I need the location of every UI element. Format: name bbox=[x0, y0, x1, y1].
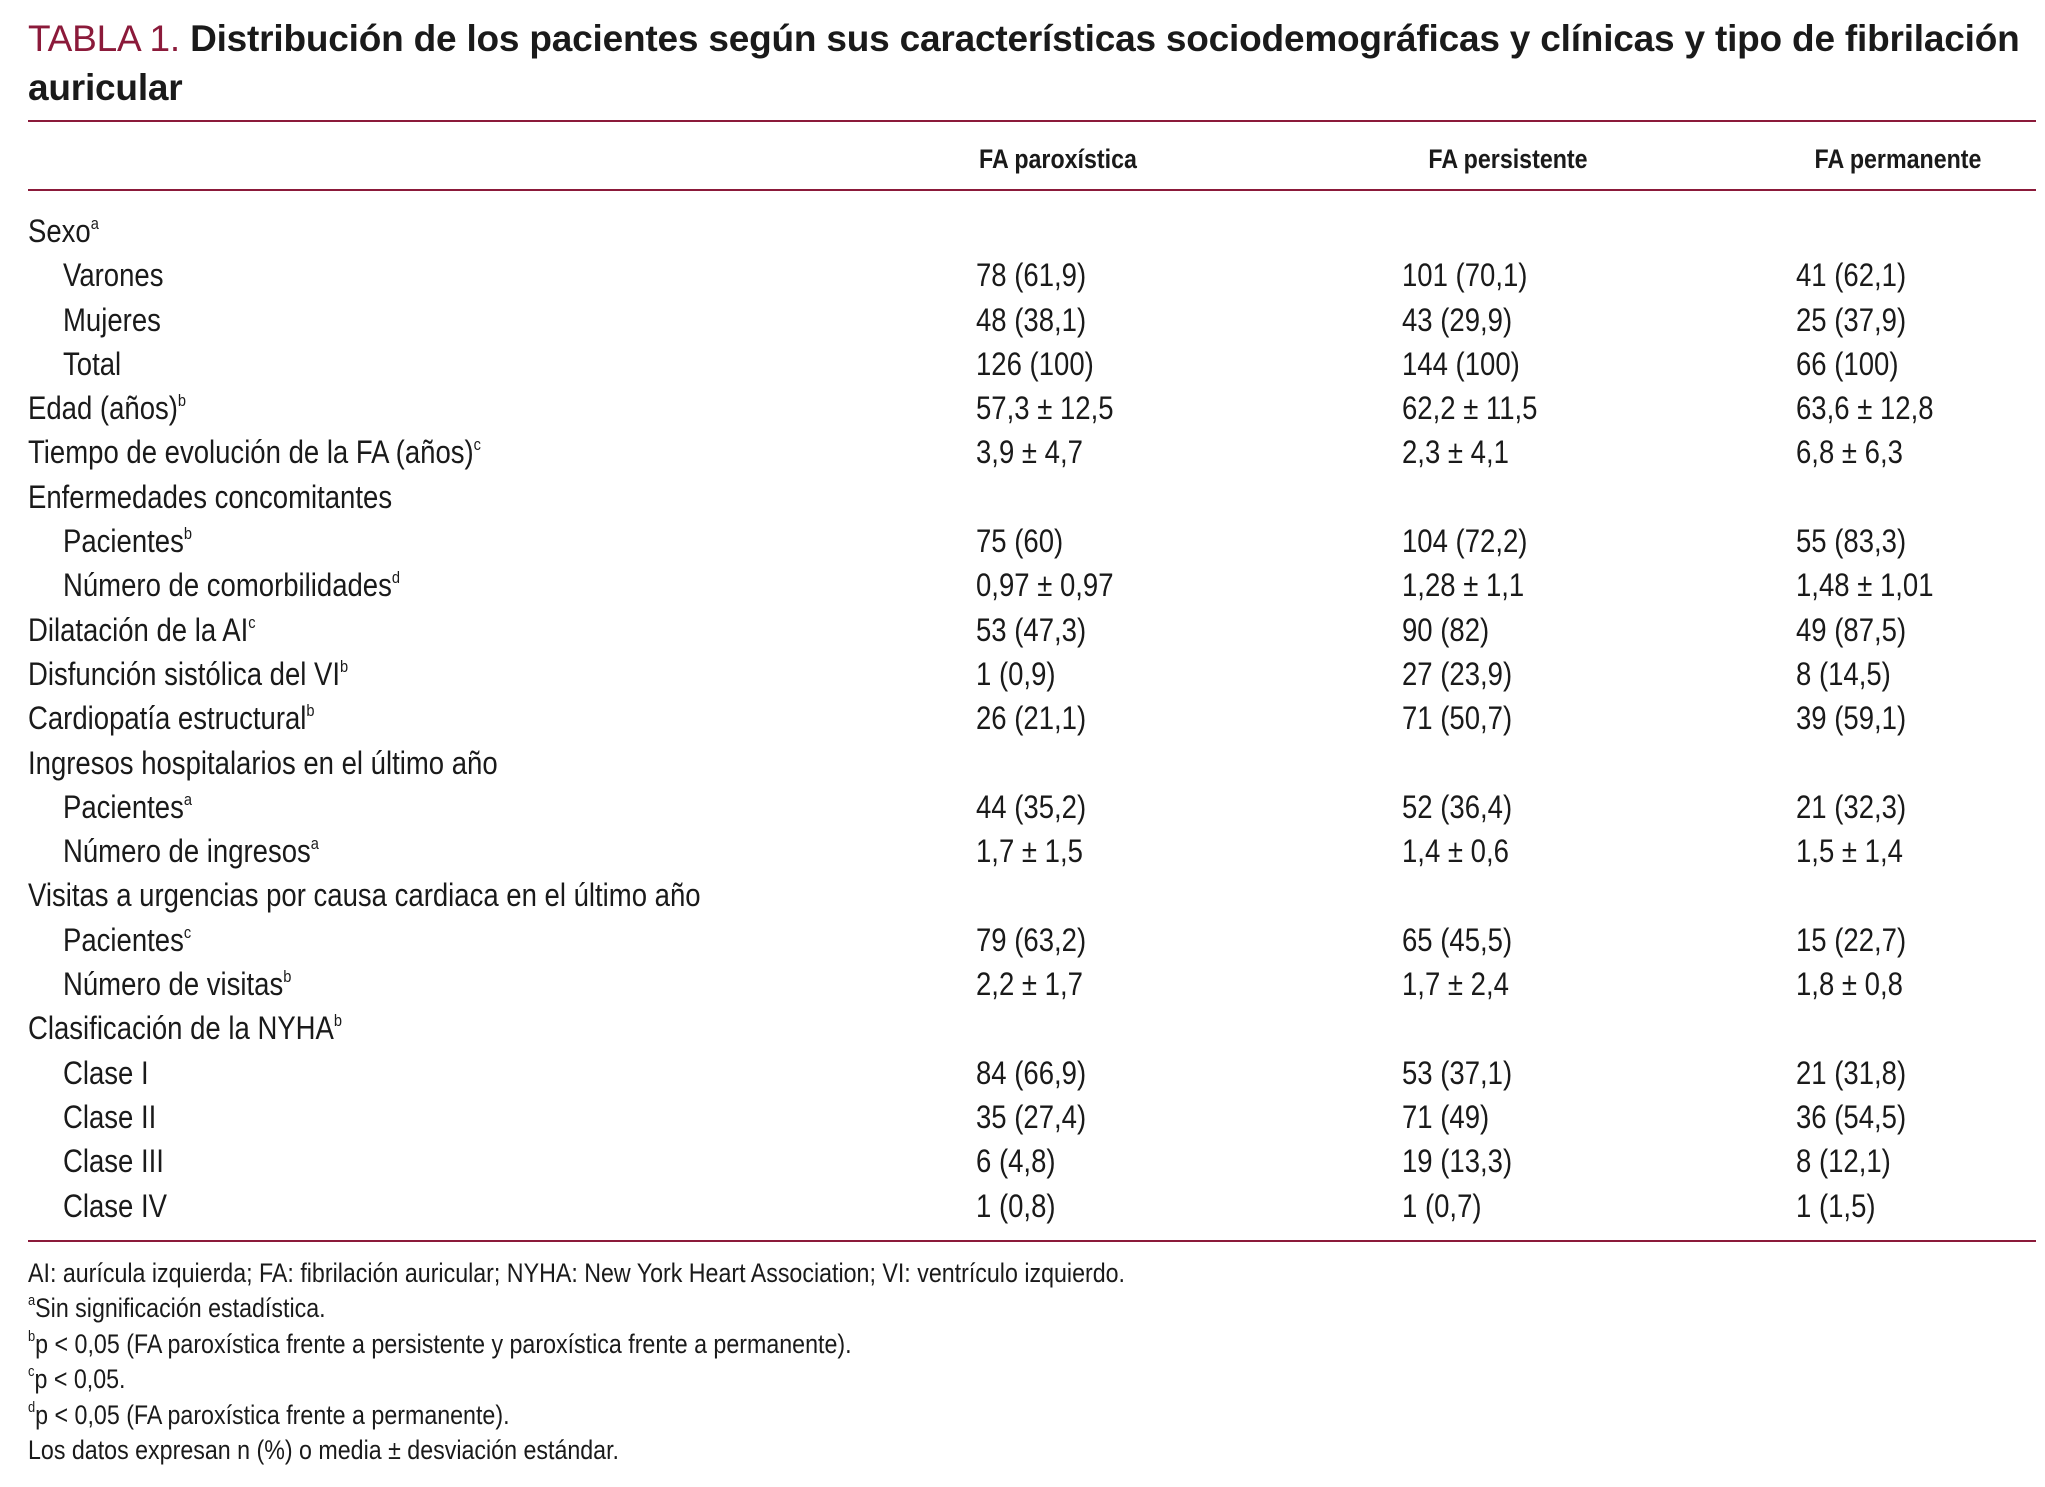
table-cell: 21 (32,3) bbox=[1796, 788, 1907, 825]
table-caption: Distribución de los pacientes según sus características sociodemográficas y clínicas y tipo de fibrilación auricular bbox=[28, 18, 2020, 108]
row-label bbox=[28, 209, 99, 253]
table-cell: 1,8 ± 0,8 bbox=[1796, 966, 1903, 1003]
table-row bbox=[28, 608, 2036, 652]
table-cell: 1 (0,8) bbox=[976, 1187, 1056, 1224]
row-label bbox=[63, 962, 291, 1006]
table-cell: 26 (21,1) bbox=[976, 700, 1087, 737]
row-label-text: Ingresos hospitalarios en el último año bbox=[28, 744, 498, 781]
footnote bbox=[28, 1433, 1755, 1469]
row-label-text: Clase III bbox=[63, 1143, 164, 1180]
table-cell: 71 (49) bbox=[1402, 1098, 1490, 1135]
table-row bbox=[28, 563, 2036, 607]
column-header-permanente: FA permanente bbox=[1814, 144, 1982, 174]
table-cell: 6 (4,8) bbox=[976, 1143, 1056, 1180]
table-row bbox=[28, 1184, 2036, 1228]
row-label bbox=[28, 475, 392, 519]
row-label-text: Disfunción sistólica del VI bbox=[28, 655, 341, 692]
table-cell: 8 (14,5) bbox=[1796, 655, 1891, 692]
table-cell: 52 (36,4) bbox=[1402, 788, 1513, 825]
table-cell: 39 (59,1) bbox=[1796, 700, 1907, 737]
table-cell: 126 (100) bbox=[976, 345, 1094, 382]
row-label bbox=[28, 696, 315, 740]
table-row bbox=[28, 430, 2036, 474]
table-cell: 71 (50,7) bbox=[1402, 700, 1513, 737]
row-label-text: Clase IV bbox=[63, 1187, 168, 1224]
row-label-text: Enfermedades concomitantes bbox=[28, 478, 393, 515]
table-cell: 25 (37,9) bbox=[1796, 301, 1907, 338]
footnote bbox=[28, 1291, 1755, 1327]
row-footnote-mark: c bbox=[473, 435, 481, 455]
table-row bbox=[28, 1139, 2036, 1183]
table-title bbox=[28, 14, 2036, 112]
row-label-text: Número de comorbilidades bbox=[63, 567, 392, 604]
table-cell: 48 (38,1) bbox=[976, 301, 1087, 338]
table-cell: 1,7 ± 2,4 bbox=[1402, 966, 1509, 1003]
table-cell: 0,97 ± 0,97 bbox=[976, 567, 1114, 604]
row-label-text: Tiempo de evolución de la FA (años) bbox=[28, 434, 474, 471]
row-label-text: Pacientes bbox=[63, 921, 184, 958]
row-label bbox=[28, 741, 498, 785]
table-cell: 53 (37,1) bbox=[1402, 1054, 1513, 1091]
row-label bbox=[63, 253, 163, 297]
table-cell: 41 (62,1) bbox=[1796, 257, 1907, 294]
table-cell: 36 (54,5) bbox=[1796, 1098, 1907, 1135]
table-row bbox=[28, 741, 2036, 785]
table-cell: 2,3 ± 4,1 bbox=[1402, 434, 1509, 471]
row-label bbox=[63, 829, 319, 873]
footnote-mark: d bbox=[28, 1398, 36, 1416]
table-row bbox=[28, 1051, 2036, 1095]
footnote bbox=[28, 1327, 1755, 1363]
footnote-text: p < 0,05. bbox=[34, 1364, 126, 1395]
footnote bbox=[28, 1256, 1755, 1292]
table-cell: 3,9 ± 4,7 bbox=[976, 434, 1083, 471]
table-cell: 144 (100) bbox=[1402, 345, 1520, 382]
row-label bbox=[63, 563, 400, 607]
table-cell: 1 (0,7) bbox=[1402, 1187, 1482, 1224]
row-footnote-mark: b bbox=[333, 1011, 343, 1031]
row-footnote-mark: b bbox=[283, 967, 292, 987]
row-label bbox=[63, 1095, 156, 1139]
row-label-text: Clase I bbox=[63, 1054, 149, 1091]
table-cell: 1,4 ± 0,6 bbox=[1402, 833, 1509, 870]
table-row bbox=[28, 829, 2036, 873]
table-cell: 19 (13,3) bbox=[1402, 1143, 1513, 1180]
table-cell: 2,2 ± 1,7 bbox=[976, 966, 1083, 1003]
row-label-text: Visitas a urgencias por causa cardiaca en el último año bbox=[28, 877, 701, 914]
row-footnote-mark: d bbox=[391, 568, 401, 588]
table-row bbox=[28, 696, 2036, 740]
row-footnote-mark: b bbox=[183, 524, 192, 544]
table-cell: 6,8 ± 6,3 bbox=[1796, 434, 1903, 471]
footnote-mark: c bbox=[28, 1363, 35, 1381]
table-cell: 1,7 ± 1,5 bbox=[976, 833, 1083, 870]
row-label bbox=[63, 298, 161, 342]
table-cell: 55 (83,3) bbox=[1796, 523, 1907, 560]
row-footnote-mark: b bbox=[306, 701, 315, 721]
row-label bbox=[63, 1184, 167, 1228]
row-footnote-mark: b bbox=[177, 391, 187, 411]
row-footnote-mark: b bbox=[340, 656, 349, 676]
table-row bbox=[28, 342, 2036, 386]
table-label: TABLA 1. bbox=[28, 18, 180, 59]
column-header-persistente: FA persistente bbox=[1428, 144, 1588, 174]
row-label-text: Varones bbox=[63, 257, 164, 294]
table-cell: 79 (63,2) bbox=[976, 921, 1087, 958]
table-cell: 1 (0,9) bbox=[976, 655, 1056, 692]
table-cell: 101 (70,1) bbox=[1402, 257, 1528, 294]
row-footnote-mark: a bbox=[90, 214, 99, 233]
row-label bbox=[63, 519, 192, 563]
footnote bbox=[28, 1362, 1755, 1398]
footnote bbox=[28, 1398, 1755, 1434]
row-label-text: Dilatación de la AI bbox=[28, 611, 249, 648]
table-row bbox=[28, 386, 2036, 430]
table-cell: 90 (82) bbox=[1402, 611, 1490, 648]
row-label bbox=[28, 430, 481, 474]
table-cell: 1,5 ± 1,4 bbox=[1796, 833, 1903, 870]
footnote-text: AI: aurícula izquierda; FA: fibrilación auricular; NYHA: New York Heart Association; VI: ventrículo izquierdo. bbox=[28, 1257, 1126, 1288]
table-cell: 63,6 ± 12,8 bbox=[1796, 390, 1934, 427]
row-label bbox=[63, 1139, 164, 1183]
table-footnotes bbox=[28, 1256, 2036, 1469]
row-footnote-mark: c bbox=[248, 612, 256, 632]
row-label-text: Número de visitas bbox=[63, 966, 284, 1003]
row-label-text: Edad (años) bbox=[28, 390, 178, 427]
table-row bbox=[28, 785, 2036, 829]
row-footnote-mark: a bbox=[183, 789, 192, 809]
table-cell: 62,2 ± 11,5 bbox=[1402, 390, 1538, 427]
table-row bbox=[28, 652, 2036, 696]
row-label-text: Cardiopatía estructural bbox=[28, 700, 307, 737]
column-header-paroxistica: FA paroxística bbox=[979, 144, 1137, 174]
table-row bbox=[28, 918, 2036, 962]
bottom-rule bbox=[28, 1240, 2036, 1242]
table-row bbox=[28, 1095, 2036, 1139]
footnote-text: Los datos expresan n (%) o media ± desviación estándar. bbox=[28, 1435, 620, 1466]
row-label-text: Sexo bbox=[28, 213, 91, 249]
table-cell: 1,48 ± 1,01 bbox=[1796, 567, 1934, 604]
row-footnote-mark: a bbox=[310, 834, 319, 854]
table-cell: 75 (60) bbox=[976, 523, 1064, 560]
table-cell: 65 (45,5) bbox=[1402, 921, 1513, 958]
table-row bbox=[28, 873, 2036, 917]
footnote-text: p < 0,05 (FA paroxística frente a persistente y paroxística frente a permanente). bbox=[35, 1328, 852, 1359]
footnote-mark: b bbox=[28, 1327, 36, 1345]
column-header-row bbox=[28, 122, 2036, 189]
table-row bbox=[28, 253, 2036, 297]
row-label bbox=[63, 918, 191, 962]
row-label-text: Clasificación de la NYHA bbox=[28, 1010, 334, 1047]
row-label-text: Clase II bbox=[63, 1098, 157, 1135]
table-cell: 66 (100) bbox=[1796, 345, 1899, 382]
header-rule bbox=[28, 189, 2036, 191]
table-cell: 1 (1,5) bbox=[1796, 1187, 1876, 1224]
table-cell: 84 (66,9) bbox=[976, 1054, 1087, 1091]
row-label bbox=[63, 1051, 149, 1095]
table-figure bbox=[28, 14, 2036, 1469]
table-cell: 27 (23,9) bbox=[1402, 655, 1513, 692]
row-label bbox=[28, 1006, 342, 1050]
table-cell: 15 (22,7) bbox=[1796, 921, 1907, 958]
table-cell: 43 (29,9) bbox=[1402, 301, 1513, 338]
table-cell: 53 (47,3) bbox=[976, 611, 1087, 648]
table-cell: 35 (27,4) bbox=[976, 1098, 1087, 1135]
footnote-text: Sin significación estadística. bbox=[35, 1293, 326, 1324]
table-cell: 57,3 ± 12,5 bbox=[976, 390, 1114, 427]
row-label bbox=[28, 386, 186, 430]
row-label bbox=[28, 652, 348, 696]
table-cell: 1,28 ± 1,1 bbox=[1402, 567, 1525, 604]
row-label-text: Número de ingresos bbox=[63, 833, 311, 870]
row-footnote-mark: c bbox=[183, 922, 192, 942]
table-row bbox=[28, 1006, 2036, 1050]
table-cell: 44 (35,2) bbox=[976, 788, 1087, 825]
row-label-text: Pacientes bbox=[63, 788, 184, 825]
footnote-mark: a bbox=[28, 1292, 36, 1310]
table-cell: 49 (87,5) bbox=[1796, 611, 1907, 648]
table-row bbox=[28, 209, 2036, 253]
table-row bbox=[28, 475, 2036, 519]
row-label-text: Mujeres bbox=[63, 301, 161, 338]
table-cell: 21 (31,8) bbox=[1796, 1054, 1907, 1091]
table-cell: 78 (61,9) bbox=[976, 257, 1087, 294]
table-cell: 104 (72,2) bbox=[1402, 523, 1528, 560]
table-row bbox=[28, 962, 2036, 1006]
table-row bbox=[28, 519, 2036, 563]
row-label bbox=[63, 342, 121, 386]
row-label-text: Total bbox=[63, 345, 122, 382]
table-body bbox=[28, 209, 2036, 1228]
row-label-text: Pacientes bbox=[63, 523, 184, 560]
table-cell: 8 (12,1) bbox=[1796, 1143, 1891, 1180]
row-label bbox=[63, 785, 192, 829]
table-row bbox=[28, 298, 2036, 342]
row-label bbox=[28, 873, 701, 917]
footnote-text: p < 0,05 (FA paroxística frente a permanente). bbox=[35, 1399, 510, 1430]
row-label bbox=[28, 608, 256, 652]
